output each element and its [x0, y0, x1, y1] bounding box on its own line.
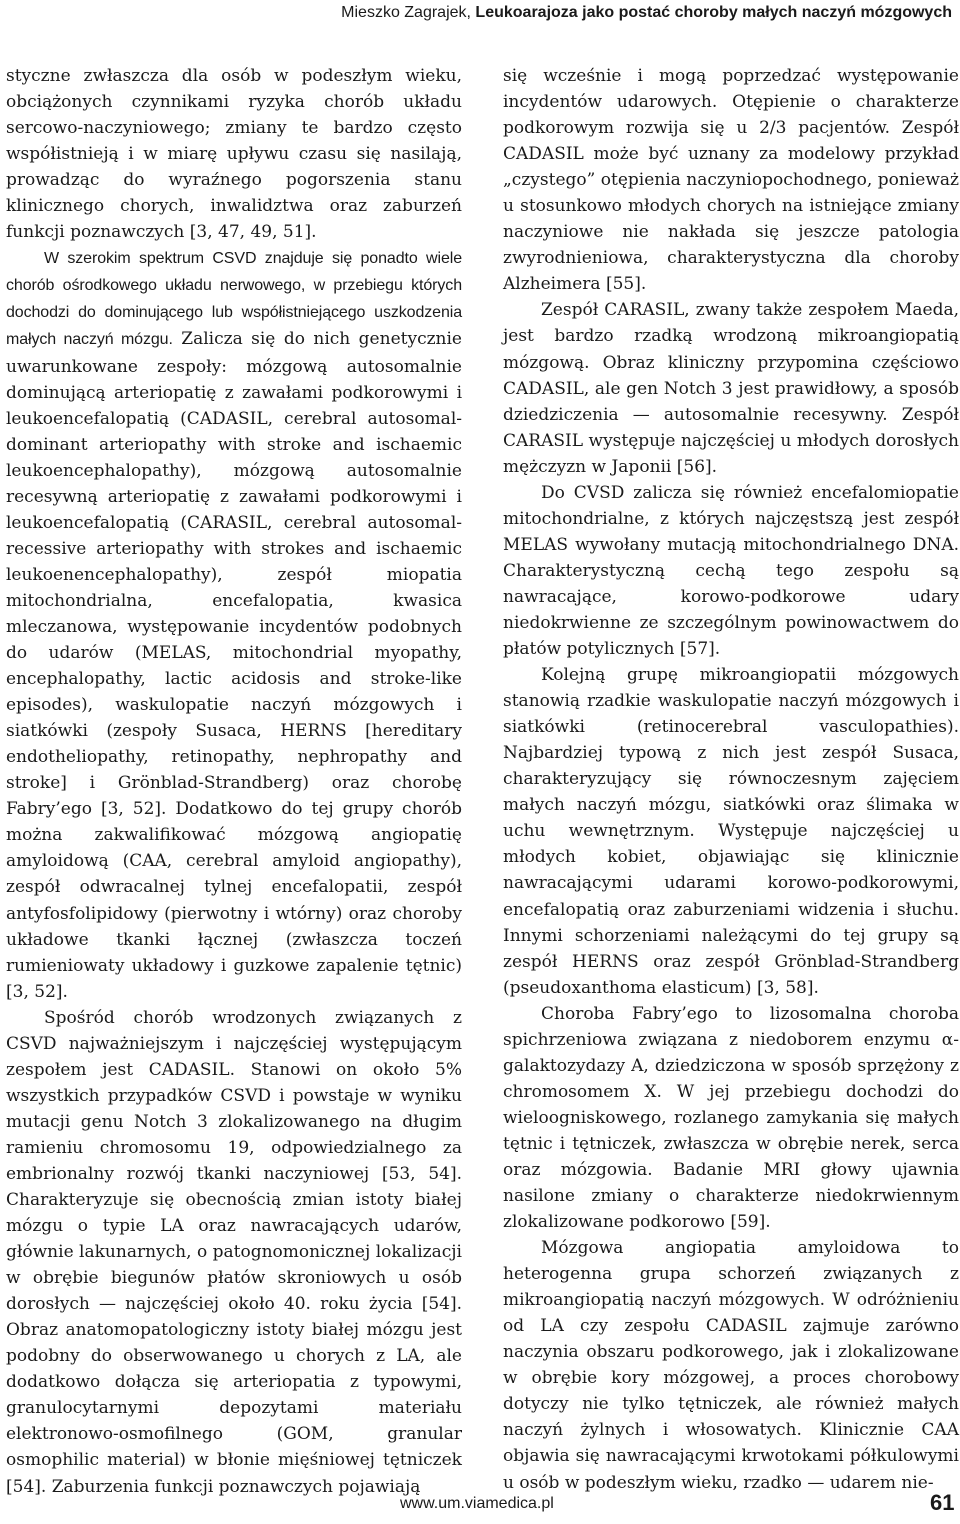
paragraph: Choroba Fabry’ego to lizosomalna choroba spichrzeniowa związana z niedoborem enzymu α-galaktozydazy A, dziedziczona w sposób sprzężony z chromosomem X. W jej przebiegu dochodzi do wieloogniskowego, rozlanego zamykania się małych tętnic i tętniczek, zwłaszcza w obrębie nerek, serca oraz mózgowia. Badanie MRI głowy ujawnia nasilone zmiany o charakterze niedokrwiennym zlokalizowane podkorowo [59]. [503, 1003, 959, 1233]
page-number: 61 [930, 1490, 955, 1515]
paragraph [6, 245, 462, 1004]
paragraph: się wcześnie i mogą poprzedzać występowanie incydentów udarowych. Otępienie o charakterze podkorowym rozwija się u 2/3 pacjentów. Zespół CADASIL może być uznany za modelowy przykład „czystego” otępienia naczyniopochodnego, ponieważ u stosunkowo młodych chorych na istniejące zmiany naczyniowe nie nakłada się jeszcze patologia zwyrodnieniowa, charakterystyczna dla choroby Alzheimera [55]. [503, 66, 959, 295]
right-column [503, 63, 959, 1496]
paragraph: Kolejną grupę mikroangiopatii mózgowych stanowią rzadkie waskulopatie naczyń mózgowych i siatkówki (retinocerebral vasculopathies). Najbardziej typową z nich jest zespół Susaca, charakteryzujący się równoczesnym zajęciem małych naczyń mózgu, siatkówki oraz ślimaka w uchu wewnętrznym. Występuje najczęściej u młodych kobiet, objawiając się klinicznie nawracającymi udarami korowo-podkorowymi, encefalopatią oraz zaburzeniami widzenia i słuchu. Innymi schorzeniami należącymi do tej grupy są zespół HERNS oraz zespół Grönblad-Strandberg (pseudoxanthoma elasticum) [3, 58]. [503, 665, 959, 998]
paragraph: styczne zwłaszcza dla osób w podeszłym wieku, obciążonych czynnikami ryzyka chorób układu sercowo-naczyniowego; zmiany te bardzo często współistnieją i w miarę upływu czasu się nasilają, prowadząc do wyraźnego pogorszenia stanu klinicznego chorych, inwalidztwa oraz zaburzeń funkcji poznawczych [3, 47, 49, 51]. [6, 66, 462, 243]
header-article-title: Leukoarajoza jako postać choroby małych naczyń mózgowych [475, 4, 952, 21]
paragraph: Do CVSD zalicza się również encefalomiopatie mitochondrialne, z których najczęstszą jest zespół MELAS wywołany mutacją mitochondrialnego DNA. Charakterystyczną cechą tego zespołu są nawracające, korowo-podkorowe udary niedokrwienne ze szczególnym powinowactwem do płatów potylicznych [57]. [503, 482, 959, 660]
paragraph: Spośród chorób wrodzonych związanych z CSVD najważniejszym i najczęściej występującym zespołem jest CADASIL. Stanowi on około 5% wszystkich przypadków CSVD i powstaje w wyniku mutacji genu Notch 3 zlokalizowanego na długim ramieniu chromosomu 19, odpowiedzialnego za embrionalny rozwój tkanki naczyniowej [53, 54]. Charakteryzuje się obecnością zmian istoty białej mózgu o typie LA oraz nawracających udarów, głównie lakunarnych, o patognomonicznej lokalizacji w obrębie biegunów płatów skroniowych u osób dorosłych — najczęściej około 40. roku życia [54]. Obraz anatomopatologiczny istoty białej mózgu jest podobny do obserwowanego u chorych z LA, ale dodatkowo dołącza się arteriopatia z typowymi, granulocytarnymi depozytami materiału elektronowo-osmofilnego (GOM, granular osmophilic material) w błonie mięśniowej tętniczek [54]. Zaburzenia funkcji poznawczych pojawiają [6, 1007, 462, 1497]
paragraph-lead: W szerokim spektrum CSVD znajduje się ponadto wiele chorób ośrodkowego układu nerwowego, w przebiegu których dochodzi do dominującego lub współistniejącego uszkodzenia małych naczyń mózgu. [6, 250, 462, 349]
left-column [6, 63, 462, 1500]
paragraph: Mózgowa angiopatia amyloidowa to heterogenna grupa schorzeń związanych z mikroangiopatią naczyń mózgowych. W odróżnieniu od LA czy zespołu CADASIL zajmuje zarówno naczynia obszaru podkorowego, jak i zlokalizowane w obrębie kory mózgowej, a proces chorobowy dotyczy nie tylko tętniczek, ale również małych naczyń żylnych i włosowatych. Klinicznie CAA objawia się nawracającymi krwotokami półkulowymi u osób w podeszłym wieku, rzadko — udarem nie- [503, 1238, 959, 1493]
running-header [0, 0, 960, 40]
paragraph: Zespół CARASIL, zwany także zespołem Maeda, jest bardzo rzadką wrodzoną mikroangiopatią mózgową. Obraz kliniczny przypomina częściowo CADASIL, ale gen Notch 3 jest prawidłowy, a sposób dziedziczenia — autosomalnie recesywny. Zespół CARASIL występuje najczęściej u młodych dorosłych mężczyzn w Japonii [56]. [503, 300, 959, 477]
paragraph-rest: Zalicza się do nich genetycznie uwarunkowane zespoły: mózgową autosomalnie dominującą arteriopatię z zawałami podkorowymi i leukoencefalopatią (CADASIL, cerebral autosomal-dominant arteriopathy with stroke and ischaemic leukoencephalopathy), mózgową autosomalnie recesywną arteriopatię z zawałami podkorowymi i leukoencefalopatią (CARASIL, cerebral autosomal-recessive arteriopathy with strokes and ischaemic leukoenencephalopathy), zespół miopatia mitochondrialna, encefalopatia, kwasica mleczanowa, występowanie incydentów podobnych do udarów (MELAS, mitochondrial myopathy, encephalopathy, lactic acidosis and stroke-like episodes), waskulopatie naczyń mózgowych i siatkówki (zespoły Susaca, HERNS [hereditary endotheliopathy, retinopathy, nephropathy and stroke] i Grönblad-Strandberg) oraz chorobę Fabry’ego [3, 52]. Dodatkowo do tej grupy chorób można zakwalifikować mózgową angiopatię amyloidową (CAA, cerebral amyloid angiopathy), zespół odwracalnej tylnej encefalopatii, zespół antyfosfolipidowy (pierwotny i wtórny) oraz choroby układowe tkanki łącznej (zwłaszcza toczeń rumieniowaty układowy i guzkowe zapalenie tętnic) [3, 52]. [6, 329, 462, 1002]
header-author: Mieszko Zagrajek, [341, 4, 476, 21]
journal-url[interactable]: www.um.viamedica.pl [400, 1495, 554, 1512]
